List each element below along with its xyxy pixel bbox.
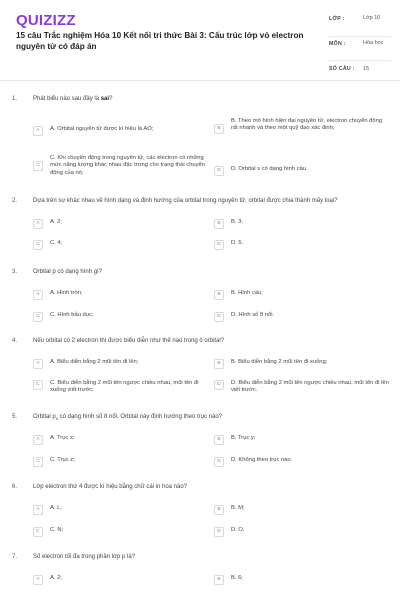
question-text: Số electron tối đa trong phân lớp p là? (33, 554, 136, 560)
option-text: B. M; (231, 505, 245, 511)
option-letter: B (214, 575, 224, 585)
option-c[interactable] (33, 240, 208, 250)
option-text: C. Biểu diễn bằng 2 mũi tên ngược chiều nhau, mũi tên đi xuống viết trước; (50, 380, 199, 394)
option-a[interactable] (33, 575, 208, 585)
question-number: 2. (12, 198, 18, 204)
option-a[interactable] (33, 505, 208, 515)
option-a[interactable] (33, 435, 208, 445)
meta-divider (329, 36, 391, 37)
option-text: D. 5. (231, 240, 244, 246)
option-text: A. L; (50, 505, 62, 511)
count-label: SỐ CÂU : (329, 66, 355, 72)
option-letter: B (214, 359, 224, 369)
grade-label: LỚP : (329, 16, 345, 22)
option-d[interactable] (214, 457, 390, 467)
option-a[interactable] (33, 219, 208, 229)
option-d[interactable] (214, 380, 390, 395)
subject-value: Hóa học (363, 40, 384, 46)
option-b[interactable] (214, 118, 390, 134)
option-text: A. Biểu diễn bằng 2 mũi tên đi lên; (50, 359, 139, 365)
question-number: 3. (12, 269, 18, 275)
option-text: D. Orbital s có dạng hình cầu. (231, 166, 308, 172)
worksheet-title: 15 câu Trắc nghiệm Hóa 10 Kết nối tri thức Bài 3: Cấu trúc lớp vỏ electron nguyên tử có đáp án (16, 31, 304, 51)
quizizz-logo[interactable]: QUIZIZZ (16, 12, 76, 29)
question-number: 1. (12, 96, 18, 102)
option-a[interactable] (33, 359, 208, 369)
option-letter: C (33, 312, 43, 322)
option-text: D. Không theo trục nào. (231, 457, 293, 463)
option-text: B. Hình cầu; (231, 290, 263, 296)
option-text: A. 2; (50, 219, 62, 225)
option-letter: A (33, 575, 43, 585)
option-letter: A (33, 435, 43, 445)
option-letter: B (214, 124, 224, 134)
option-b[interactable] (214, 575, 390, 585)
option-letter: A (33, 359, 43, 369)
option-d[interactable] (214, 312, 390, 322)
option-text: C. Khi chuyển động trong nguyên tử, các electron có những mức năng lượng khác nhau đặc trưng cho trạng thái chuyển động của nó; (50, 155, 205, 176)
option-letter: A (33, 505, 43, 515)
option-letter: A (33, 126, 43, 136)
question-text: Dựa trên sự khác nhau về hình dạng và định hướng của orbital trong nguyên tử, orbital được chia thành mấy loại? (33, 198, 338, 204)
option-a[interactable] (33, 126, 208, 136)
option-letter: B (214, 435, 224, 445)
option-d[interactable] (214, 527, 390, 537)
question-text: Nếu orbital có 2 electron thì được biểu diễn như thế nào trong ô orbital? (33, 338, 225, 344)
option-letter: D (214, 312, 224, 322)
option-text: B. Theo mô hình hiện đại nguyên tử, electron chuyển động rất nhanh và theo một quỹ đạo xác định; (231, 118, 383, 132)
option-text: C. Trục z; (50, 457, 75, 463)
question-number: 7. (12, 554, 18, 560)
option-c[interactable] (33, 380, 208, 395)
grade-value: Lớp 10 (363, 15, 381, 21)
option-b[interactable] (214, 290, 390, 300)
option-text: A. Trục x; (50, 435, 75, 441)
option-text: D. Hình số 8 nổi. (231, 312, 275, 318)
option-b[interactable] (214, 219, 390, 229)
option-text: B. Trục y; (231, 435, 256, 441)
header (0, 0, 400, 81)
option-letter: C (33, 161, 43, 171)
option-text: B. Biểu diễn bằng 2 mũi tên đi xuống; (231, 359, 328, 365)
question-number: 5. (12, 414, 18, 420)
option-d[interactable] (214, 240, 390, 250)
subject-label: MÔN : (329, 41, 346, 47)
emphasis-text: sai (100, 96, 110, 102)
question-text: Lớp electron thứ 4 được kí hiệu bằng chữ cái in hoa nào? (33, 484, 188, 490)
question-text: Phát biểu nào sau đây là sai? (33, 96, 113, 102)
option-d[interactable] (214, 166, 390, 176)
option-text: B. 6; (231, 575, 243, 581)
option-text: C. Hình bầu dục; (50, 312, 94, 318)
count-value: 15 (363, 66, 370, 72)
option-b[interactable] (214, 435, 390, 445)
option-b[interactable] (214, 505, 390, 515)
option-letter: D (214, 457, 224, 467)
option-text: D. O. (231, 527, 245, 533)
option-text: C. N; (50, 527, 64, 533)
option-text: B. 3; (231, 219, 243, 225)
option-c[interactable] (33, 457, 208, 467)
option-letter: B (214, 505, 224, 515)
option-text: A. Hình tròn; (50, 290, 83, 296)
option-b[interactable] (214, 359, 390, 369)
option-text: A. Orbital nguyên tử được kí hiệu là AO; (50, 126, 154, 132)
option-letter: A (33, 219, 43, 229)
option-c[interactable] (33, 155, 208, 177)
option-letter: C (33, 457, 43, 467)
option-letter: D (214, 166, 224, 176)
option-letter: B (214, 290, 224, 300)
option-text: A. 2; (50, 575, 62, 581)
option-letter: C (33, 527, 43, 537)
option-letter: D (214, 527, 224, 537)
question-text: Orbital p có dạng hình gì? (33, 269, 103, 275)
question-number: 4. (12, 338, 18, 344)
option-letter: A (33, 290, 43, 300)
option-letter: B (214, 219, 224, 229)
option-letter: C (33, 240, 43, 250)
option-a[interactable] (33, 290, 208, 300)
option-letter: D (214, 240, 224, 250)
question-text: Orbital $p_x$ có dạng hình số 8 nổi. Orbital này định hướng theo trục nào? (33, 414, 222, 422)
option-letter: C (33, 380, 43, 390)
meta-divider (329, 60, 391, 61)
question-number: 6. (12, 484, 18, 490)
option-letter: D (214, 380, 224, 390)
option-c[interactable] (33, 312, 208, 322)
option-text: C. 4; (50, 240, 63, 246)
option-c[interactable] (33, 527, 208, 537)
option-text: D. Biểu diễn bằng 2 mũi tên ngược chiều nhau, mũi tên đi lên viết trước. (231, 380, 389, 394)
